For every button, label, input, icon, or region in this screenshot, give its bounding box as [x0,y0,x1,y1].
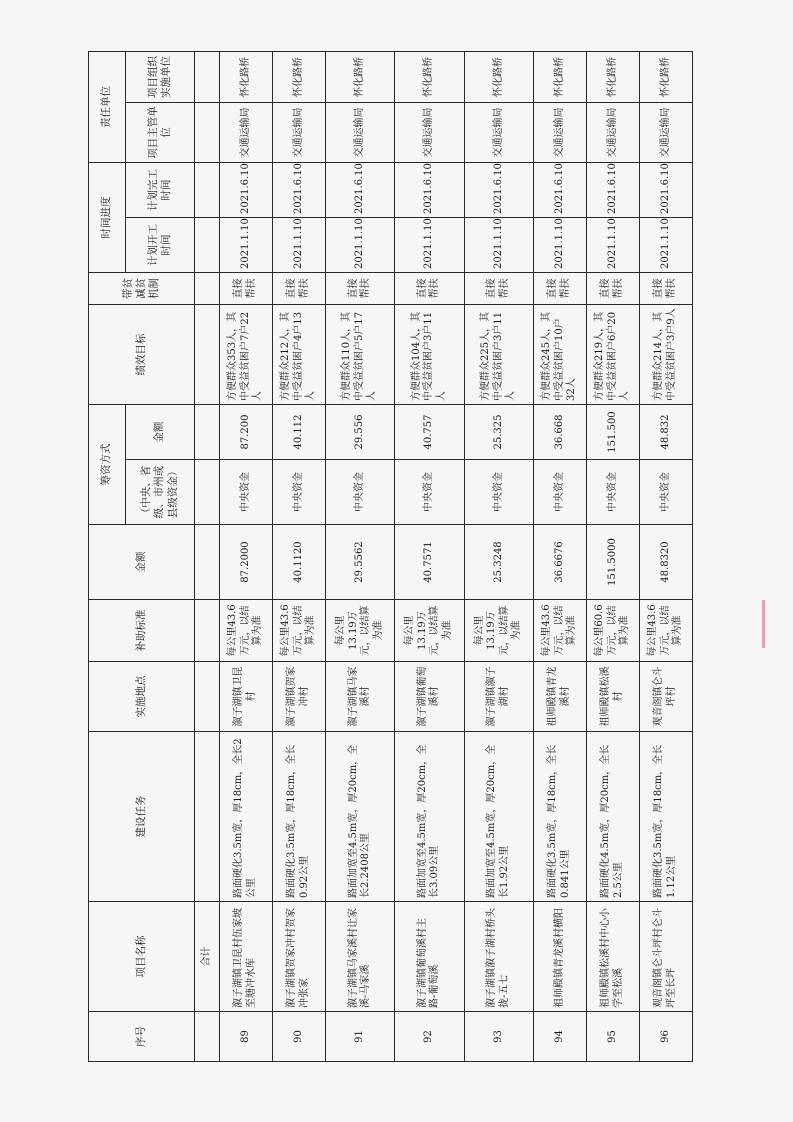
cell-amount: 40.7571 [395,525,464,600]
cell-supervisor: 交通运输局 [639,103,692,163]
cell-seq: 92 [395,1012,464,1062]
table-row [639,52,692,1062]
cell-amount: 29.5562 [325,525,394,600]
cell-end: 2021.6.10 [325,163,394,218]
cell-amount: 87.2000 [220,525,273,600]
header-row-1 [89,52,126,1062]
cell-end: 2021.6.10 [395,163,464,218]
cell-seq: 95 [586,1012,639,1062]
cell-location: 观音阁镇仑斗坪村 [639,662,692,732]
table-row [272,52,325,1062]
cell-end: 2021.6.10 [534,163,587,218]
cell-name: 溆子湖镇马家溪村让家溪-马家溪 [325,902,394,1012]
header-target: 绩效目标 [89,305,195,405]
cell-end: 2021.6.10 [639,163,692,218]
cell-executor: 怀化路桥 [534,52,587,103]
table-row [395,52,464,1062]
cell-fund: 40.112 [272,405,325,460]
cell-fund: 151.500 [586,405,639,460]
header-task: 建设任务 [89,732,195,902]
cell-supervisor: 交通运输局 [220,103,273,163]
cell-fund: 48.832 [639,405,692,460]
cell-target: 方便群众212人，其中受益贫困户4户13人 [272,305,325,405]
header-schedule: 时间进度 [89,163,126,273]
cell-task: 路面硬化4.5m宽，厚20cm，全长2.5公里 [586,732,639,902]
cell-start: 2021.1.10 [586,218,639,273]
cell-location: 溆子湖镇贺家冲村 [272,662,325,732]
header-subsidy: 补助标准 [89,600,195,662]
cell-supervisor: 交通运输局 [464,103,533,163]
cell-executor: 怀化路桥 [220,52,273,103]
cell-name: 祖师殿镇松溪村中心小学至松溪 [586,902,639,1012]
cell-subsidy: 每公里43.6万元，以结算为准 [534,600,587,662]
header-seq: 序号 [89,1012,195,1062]
cell-fund: 87.200 [220,405,273,460]
rotated-table-wrapper [88,56,693,1062]
cell-executor: 怀化路桥 [325,52,394,103]
cell-fund: 36.668 [534,405,587,460]
cell-end: 2021.6.10 [220,163,273,218]
cell-location: 溆子湖镇溆子湖村 [464,662,533,732]
cell-source: 中央资金 [639,460,692,525]
cell-location: 溆子湖镇葡萄溪村 [395,662,464,732]
cell-supervisor: 交通运输局 [586,103,639,163]
cell-name: 溆子湖镇葡萄溪村主路-葡萄溪 [395,902,464,1012]
cell-end: 2021.6.10 [586,163,639,218]
cell-name: 祖师殿镇青龙溪村横阳 [534,902,587,1012]
cell-mechanism: 直接帮扶 [464,273,533,305]
cell-task: 路面加宽至4.5m宽，厚20cm，全长1.92公里 [464,732,533,902]
cell-seq: 93 [464,1012,533,1062]
cell-mechanism: 直接帮扶 [272,273,325,305]
table-row [464,52,533,1062]
cell-source: 中央资金 [534,460,587,525]
cell-location: 溆子湖镇马家溪村 [325,662,394,732]
cell-seq: 96 [639,1012,692,1062]
cell-start: 2021.1.10 [272,218,325,273]
cell-task: 路面硬化3.5m宽，厚18cm，全长0.92公里 [272,732,325,902]
cell-task: 路面硬化3.5m宽，厚18cm，全长1.12公里 [639,732,692,902]
total-seq-cell [195,1012,220,1062]
total-label: 合计 [195,902,220,1012]
header-name: 项目名称 [89,902,195,1012]
cell-subsidy: 每公里43.6万元，以结算为准 [639,600,692,662]
cell-subsidy: 每公里43.6万元，以结算为准 [220,600,273,662]
header-mechanism: 带贫减贫机制 [89,273,195,305]
cell-task: 路面加宽至4.5m宽，厚20cm，全长2.2408公里 [325,732,394,902]
cell-task: 路面加宽至4.5m宽，厚20cm，全长3.09公里 [395,732,464,902]
cell-amount: 48.8320 [639,525,692,600]
cell-executor: 怀化路桥 [639,52,692,103]
cell-subsidy: 每公里13.19万元，以结算为准 [395,600,464,662]
cell-start: 2021.1.10 [639,218,692,273]
cell-task: 路面硬化3.5m宽，厚18cm，全长2公里 [220,732,273,902]
header-end: 计划完工时间 [126,163,195,218]
cell-seq: 90 [272,1012,325,1062]
header-funding: 筹资方式 [89,405,126,525]
cell-start: 2021.1.10 [220,218,273,273]
table-row [586,52,639,1062]
cell-subsidy: 每公里13.19万元，以结算为准 [325,600,394,662]
project-table [88,51,693,1062]
cell-mechanism: 直接帮扶 [534,273,587,305]
cell-target: 方便群众353人，其中受益贫困户7户22人 [220,305,273,405]
cell-start: 2021.1.10 [534,218,587,273]
cell-fund: 25.325 [464,405,533,460]
header-start: 计划开工时间 [126,218,195,273]
cell-target: 方便群众245人，其中受益贫困户10户32人 [534,305,587,405]
cell-location: 溆子湖镇卫昆村 [220,662,273,732]
cell-target: 方便群众219人，其中受益贫困户6户20人 [586,305,639,405]
cell-supervisor: 交通运输局 [395,103,464,163]
cell-executor: 怀化路桥 [586,52,639,103]
cell-amount: 40.1120 [272,525,325,600]
header-amount: 金额 [89,525,195,600]
cell-source: 中央资金 [220,460,273,525]
cell-mechanism: 直接帮扶 [639,273,692,305]
header-funding-source: （中央、省级、市州或县级资金） [126,460,195,525]
table-row [220,52,273,1062]
cell-seq: 89 [220,1012,273,1062]
cell-start: 2021.1.10 [325,218,394,273]
cell-mechanism: 直接帮扶 [586,273,639,305]
cell-target: 方便群众225人，其中受益贫困户3户11人 [464,305,533,405]
cell-subsidy: 每公里13.19万元，以结算为准 [464,600,533,662]
cell-source: 中央资金 [395,460,464,525]
cell-name: 观音阁镇仑斗坪村仑斗坪至长坪 [639,902,692,1012]
cell-location: 祖师殿镇青龙溪村 [534,662,587,732]
cell-source: 中央资金 [272,460,325,525]
cell-seq: 94 [534,1012,587,1062]
cell-start: 2021.1.10 [464,218,533,273]
cell-seq: 91 [325,1012,394,1062]
cell-supervisor: 交通运输局 [325,103,394,163]
header-supervisor: 项目主管单位 [126,103,195,163]
cell-mechanism: 直接帮扶 [325,273,394,305]
cell-mechanism: 直接帮扶 [395,273,464,305]
header-funding-amount: 金额 [126,405,195,460]
cell-executor: 怀化路桥 [395,52,464,103]
cell-end: 2021.6.10 [464,163,533,218]
cell-source: 中央资金 [586,460,639,525]
cell-task: 路面硬化3.5m宽，厚18cm，全长0.841公里 [534,732,587,902]
cell-amount: 36.6676 [534,525,587,600]
cell-fund: 29.556 [325,405,394,460]
cell-supervisor: 交通运输局 [272,103,325,163]
cell-source: 中央资金 [325,460,394,525]
cell-subsidy: 每公里43.6万元，以结算为准 [272,600,325,662]
cell-mechanism: 直接帮扶 [220,273,273,305]
cell-supervisor: 交通运输局 [534,103,587,163]
cell-end: 2021.6.10 [272,163,325,218]
cell-subsidy: 每公里60.6万元，以结算为准 [586,600,639,662]
cell-name: 溆子湖镇卫昆村伍家坡至塘冲水库 [220,902,273,1012]
cell-fund: 40.757 [395,405,464,460]
cell-executor: 怀化路桥 [464,52,533,103]
total-row [195,52,220,1062]
scan-mark [762,600,765,648]
cell-location: 祖师殿镇松溪村 [586,662,639,732]
cell-start: 2021.1.10 [395,218,464,273]
table-row [325,52,394,1062]
cell-amount: 25.3248 [464,525,533,600]
header-responsibility: 责任单位 [89,52,126,163]
cell-name: 溆子湖镇贺家冲村贺家冲张家 [272,902,325,1012]
cell-source: 中央资金 [464,460,533,525]
cell-executor: 怀化路桥 [272,52,325,103]
table-row [534,52,587,1062]
header-executor: 项目组织实施单位 [126,52,195,103]
cell-target: 方便群众104人，其中受益贫困户3户11人 [395,305,464,405]
cell-name: 溆子湖镇溆子湖村桥头拢-五七 [464,902,533,1012]
cell-target: 方便群众110人，其中受益贫困户5户17人 [325,305,394,405]
cell-amount: 151.5000 [586,525,639,600]
header-location: 实施地点 [89,662,195,732]
cell-target: 方便群众214人，其中受益贫困户3户9人 [639,305,692,405]
